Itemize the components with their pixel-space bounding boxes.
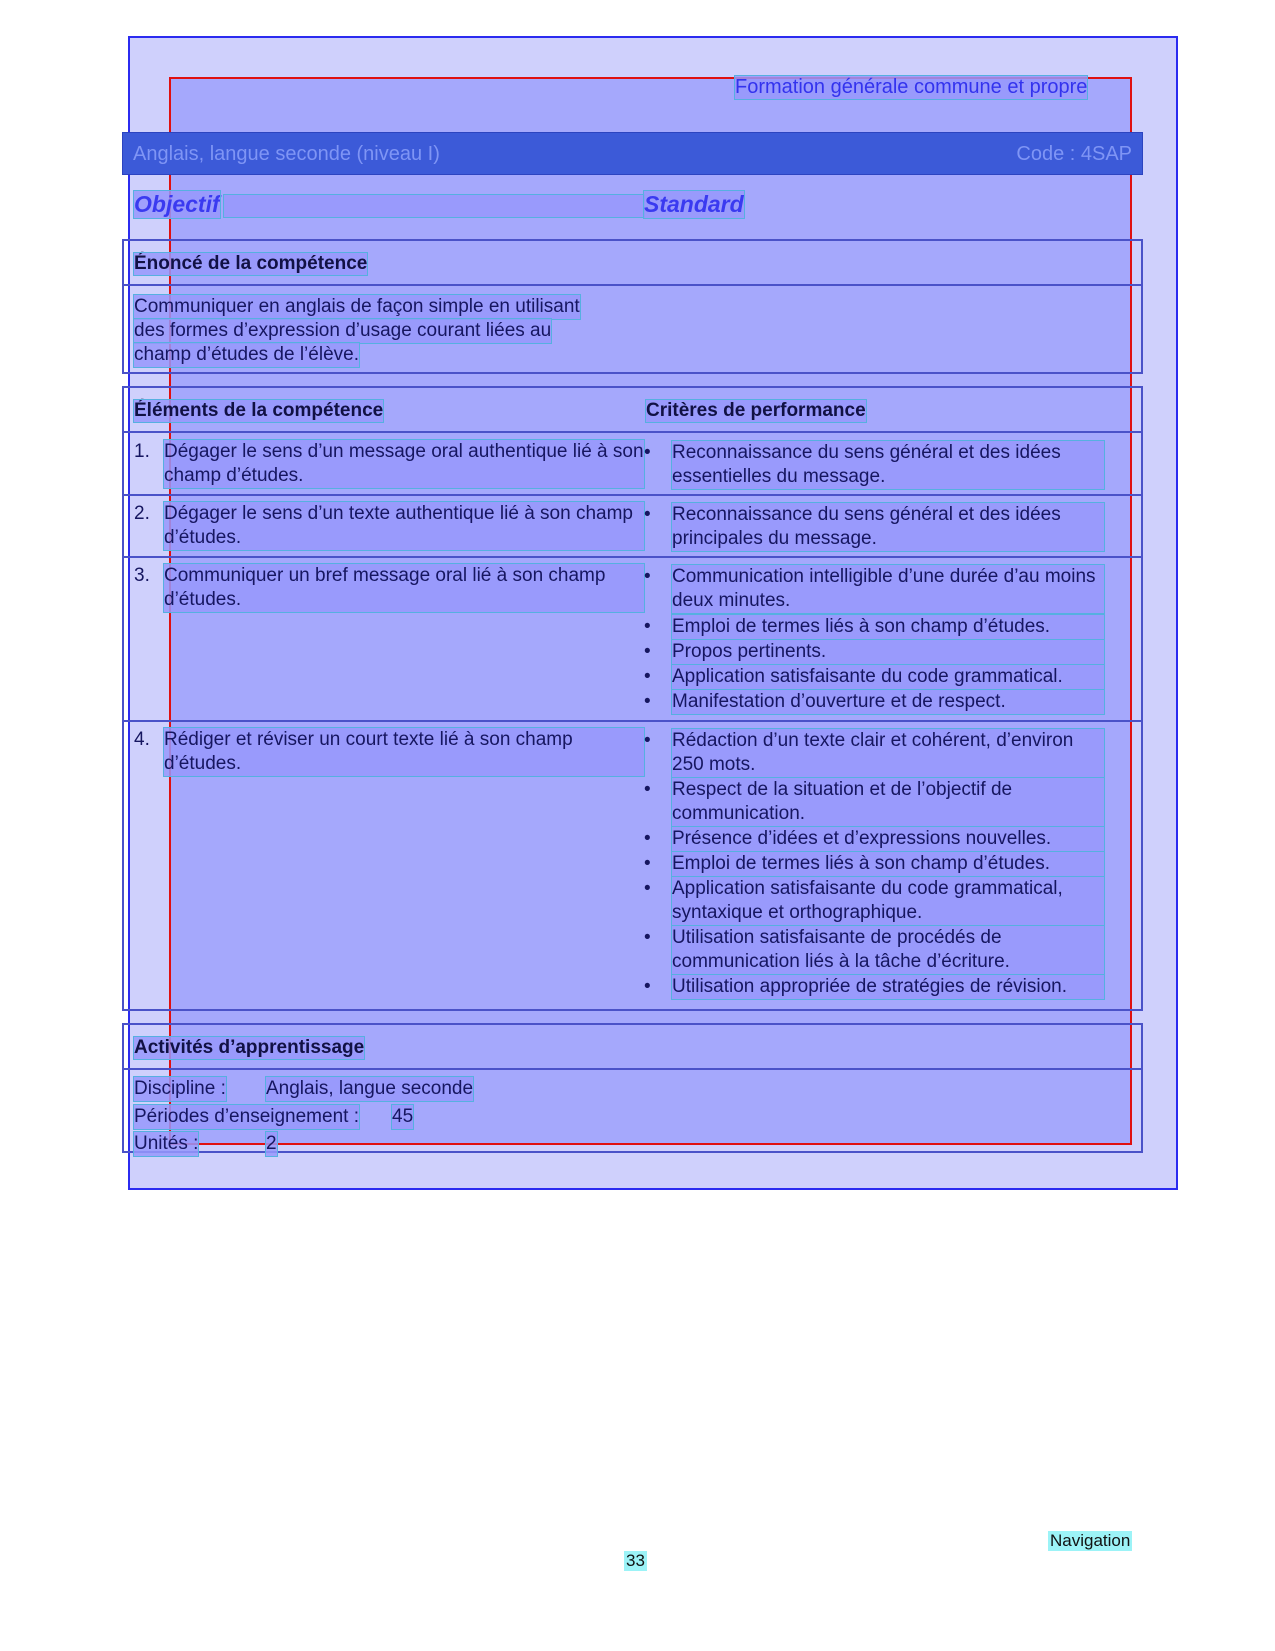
criterion-text: Emploi de termes liés à son champ d’études. <box>672 852 1104 876</box>
competence-box <box>122 239 1143 374</box>
course-header-bar <box>122 132 1143 175</box>
criterion-text: Application satisfaisante du code grammatical, syntaxique et orthographique. <box>672 877 1104 925</box>
elements-column-header: Éléments de la compétence <box>134 400 384 421</box>
competence-line: Communiquer en anglais de façon simple en utilisant <box>134 296 580 317</box>
objective-underline <box>224 195 644 217</box>
criterion-text: Utilisation appropriée de stratégies de révision. <box>672 975 1104 999</box>
course-code: Code : 4SAP <box>1016 143 1132 165</box>
bullet-icon: • <box>644 616 651 637</box>
row-divider <box>124 556 1141 558</box>
element-row-4 <box>134 728 644 776</box>
bullet-icon: • <box>644 691 651 712</box>
units-label: Unités : <box>134 1133 199 1154</box>
element-text: Dégager le sens d’un texte authentique lié à son champ d’études. <box>164 502 644 550</box>
discipline-label: Discipline : <box>134 1078 226 1099</box>
criterion-text: Propos pertinents. <box>672 640 1104 664</box>
criterion-text: Reconnaissance du sens général et des idées principales du message. <box>672 503 1104 551</box>
competence-header <box>124 241 1141 286</box>
element-row-2 <box>134 502 644 550</box>
element-number: 1. <box>134 441 150 462</box>
element-text: Dégager le sens d’un message oral authentique lié à son champ d’études. <box>164 441 644 486</box>
element-row-3 <box>134 564 644 612</box>
bullet-icon: • <box>644 641 651 662</box>
bullet-icon: • <box>644 504 651 525</box>
navigation-link[interactable]: Navigation <box>1050 1531 1131 1550</box>
bullet-icon: • <box>644 853 651 874</box>
units-value: 2 <box>266 1133 277 1154</box>
element-number: 2. <box>134 503 150 524</box>
page-number: 33 <box>626 1551 645 1570</box>
course-name: Anglais, langue seconde (niveau I) <box>133 143 440 165</box>
bullet-icon: • <box>644 976 651 997</box>
criterion-text: Reconnaissance du sens général et des idées essentielles du message. <box>672 441 1104 489</box>
criterion-text: Respect de la situation et de l’objectif de communication. <box>672 778 1104 826</box>
row-divider <box>124 494 1141 496</box>
elements-header <box>124 388 1141 433</box>
bullet-icon: • <box>644 666 651 687</box>
activities-header <box>124 1025 1141 1070</box>
objective-label: Objectif <box>134 191 220 217</box>
element-text: Communiquer un bref message oral lié à son champ d’études. <box>164 564 644 612</box>
bullet-icon: • <box>644 828 651 849</box>
section-title: Formation générale commune et propre <box>735 76 1088 98</box>
bullet-icon: • <box>644 730 651 751</box>
competence-title: Énoncé de la compétence <box>134 253 368 274</box>
criterion-text: Communication intelligible d’une durée d’au moins deux minutes. <box>672 565 1104 613</box>
periods-label: Périodes d’enseignement : <box>134 1106 359 1127</box>
competence-line: champ d’études de l’élève. <box>134 344 359 365</box>
standard-label: Standard <box>644 191 744 217</box>
criterion-text: Manifestation d’ouverture et de respect. <box>672 690 1104 714</box>
competence-line: des formes d’expression d’usage courant liées au <box>134 320 552 341</box>
bullet-icon: • <box>644 927 651 948</box>
criterion-text: Rédaction d’un texte clair et cohérent, d’environ 250 mots. <box>672 729 1104 777</box>
activities-box <box>122 1023 1143 1153</box>
discipline-value: Anglais, langue seconde <box>266 1078 474 1099</box>
criteria-column-header: Critères de performance <box>646 400 866 421</box>
criterion-text: Présence d’idées et d’expressions nouvelles. <box>672 827 1104 851</box>
bullet-icon: • <box>644 779 651 800</box>
activities-title: Activités d’apprentissage <box>134 1037 365 1058</box>
element-text: Rédiger et réviser un court texte lié à son champ d’études. <box>164 728 644 776</box>
element-number: 4. <box>134 729 150 750</box>
element-number: 3. <box>134 565 150 586</box>
criterion-text: Utilisation satisfaisante de procédés de communication liés à la tâche d’écriture. <box>672 926 1104 974</box>
bullet-icon: • <box>644 442 651 463</box>
row-divider <box>124 720 1141 722</box>
element-row-1 <box>134 440 644 488</box>
periods-value: 45 <box>392 1106 414 1127</box>
bullet-icon: • <box>644 566 651 587</box>
bullet-icon: • <box>644 878 651 899</box>
criterion-text: Emploi de termes liés à son champ d’études. <box>672 615 1104 639</box>
criterion-text: Application satisfaisante du code grammatical. <box>672 665 1104 689</box>
